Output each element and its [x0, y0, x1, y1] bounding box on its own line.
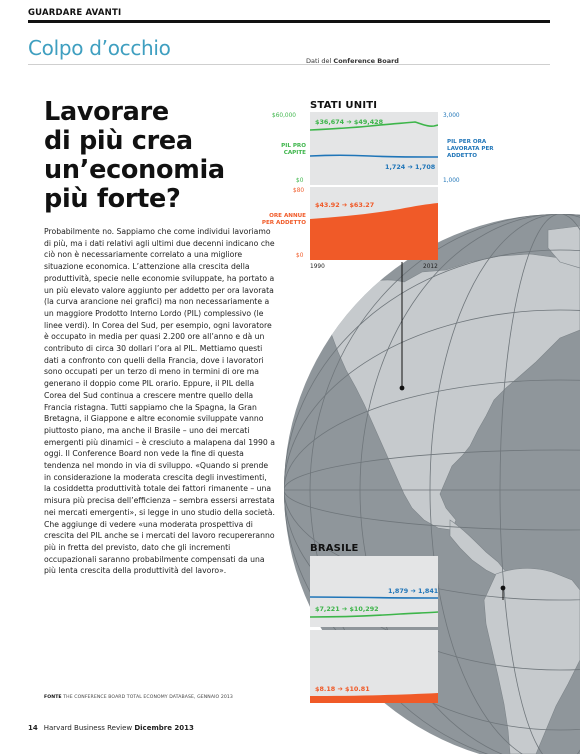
usa-left-axis-bottom: $0: [296, 178, 304, 184]
brazil-annual-values: $8.18 ➔ $10.81: [315, 685, 370, 693]
headline-line: di più crea: [44, 126, 193, 156]
column-title: Colpo d’occhio: [28, 36, 171, 60]
source-note: Dati del Conference Board: [306, 57, 399, 65]
usa-pin-dot: [400, 386, 405, 391]
headline-line: un’economia: [44, 155, 225, 185]
brazil-hours-line: [310, 597, 438, 598]
usa-left-axis-top: $60,000: [272, 113, 296, 119]
usa-right-axis-top: 3,000: [443, 113, 460, 119]
brazil-annual-area: [310, 693, 438, 703]
usa-hours-values: 1,724 ➔ 1,708: [385, 163, 436, 171]
usa-title: STATI UNITI: [310, 100, 378, 111]
page-number: 14: [28, 724, 38, 732]
magazine-name: Harvard Business Review: [43, 724, 133, 732]
brazil-hours-values: 1,879 ➔ 1,841: [388, 587, 439, 595]
usa-hours-chart: [310, 187, 438, 260]
headline-line: Lavorare: [44, 97, 169, 127]
usa-legend-gdp: PIL PRO CAPITE: [281, 143, 306, 156]
usa-x-end: 2012: [423, 264, 438, 270]
usa-gdp-per-hour-line: [310, 155, 438, 157]
headline-line: più forte?: [44, 184, 181, 214]
usa-area-axis-top: $80: [293, 188, 305, 194]
page-footer: [28, 724, 194, 732]
usa-x-start: 1990: [310, 264, 325, 270]
section-label: GUARDARE AVANTI: [28, 8, 122, 18]
usa-legend-annual: ORE ANNUE PER ADDETTO: [261, 213, 306, 226]
usa-right-axis-bottom: 1,000: [443, 178, 460, 184]
usa-annual-hours-area: [310, 203, 438, 260]
headline: [44, 98, 264, 214]
brazil-gdp-values: $7,221 ➔ $10,292: [315, 605, 379, 613]
brazil-pin-dot: [501, 586, 506, 591]
usa-annual-values: $43.92 ➔ $63.27: [315, 201, 375, 209]
article-body: Probabilmente no. Sappiamo che come individui lavoriamo di più, ma i dati relativi agli ultimi due decenni indicano che ciò non è necessariamente correlato a una migliore situazione economica. L’attenzione alla crescita della produttività, specie nelle economie sviluppate, ha portato a un più elevato valore aggiunto per addetto per ora lavorata (la curva arancione nei grafici) ma non necessariamente a un maggiore Prodotto Interno Lordo (PIL) complessivo (le linee verdi). In Corea del Sud, per esempio, ogni lavoratore è occupato in media per quasi 2.200 ore all’anno e dà un contributo di circa 30 dollari l’ora al PIL. Mettiamo questi dati a confronto con quelli della Francia, dove i lavoratori sono occupati per un terzo di meno in termini di ore ma generano il doppio come PIL orario. Eppure, il PIL della Corea del Sud continua a crescere mentre quello della Francia ristagna. Tutti sappiamo che la Spagna, la Gran Bretagna, il Giappone e altre economie sviluppate vanno piuttosto piano, ma anche il Brasile – uno dei mercati emergenti più dinamici – è cresciuto a malapena dal 1990 a oggi. Il Conference Board non vede la fine di questa tendenza nel mondo in via di sviluppo. «Quando si prende in considerazione la moderata crescita degli investimenti, la cosiddetta produttività totale dei fattori rimanente – una misura più precisa dell’efficienza – sembra essersi arrestata nei mercati emergenti», si legge in uno studio della società. Che aggiunge di vedere «una moderata prospettiva di crescita del PIL anche se i mercati del lavoro recupereranno più in fretta del previsto, dato che gli incrementi occupazionali saranno probabilmente compensati da una più lenta crescita della produttività del lavoro».: [44, 227, 275, 576]
usa-legend-hours: PIL PER ORA LAVORATA PER ADDETTO: [447, 139, 494, 159]
source-line: FONTE THE CONFERENCE BOARD TOTAL ECONOMY DATABASE, GENNAIO 2013: [44, 695, 233, 700]
issue-date: Dicembre 2013: [134, 724, 194, 732]
usa-area-axis-bottom: $0: [296, 253, 304, 259]
brazil-title: BRASILE: [310, 543, 359, 554]
usa-gdp-values: $36,674 ➔ $49,428: [315, 118, 384, 126]
